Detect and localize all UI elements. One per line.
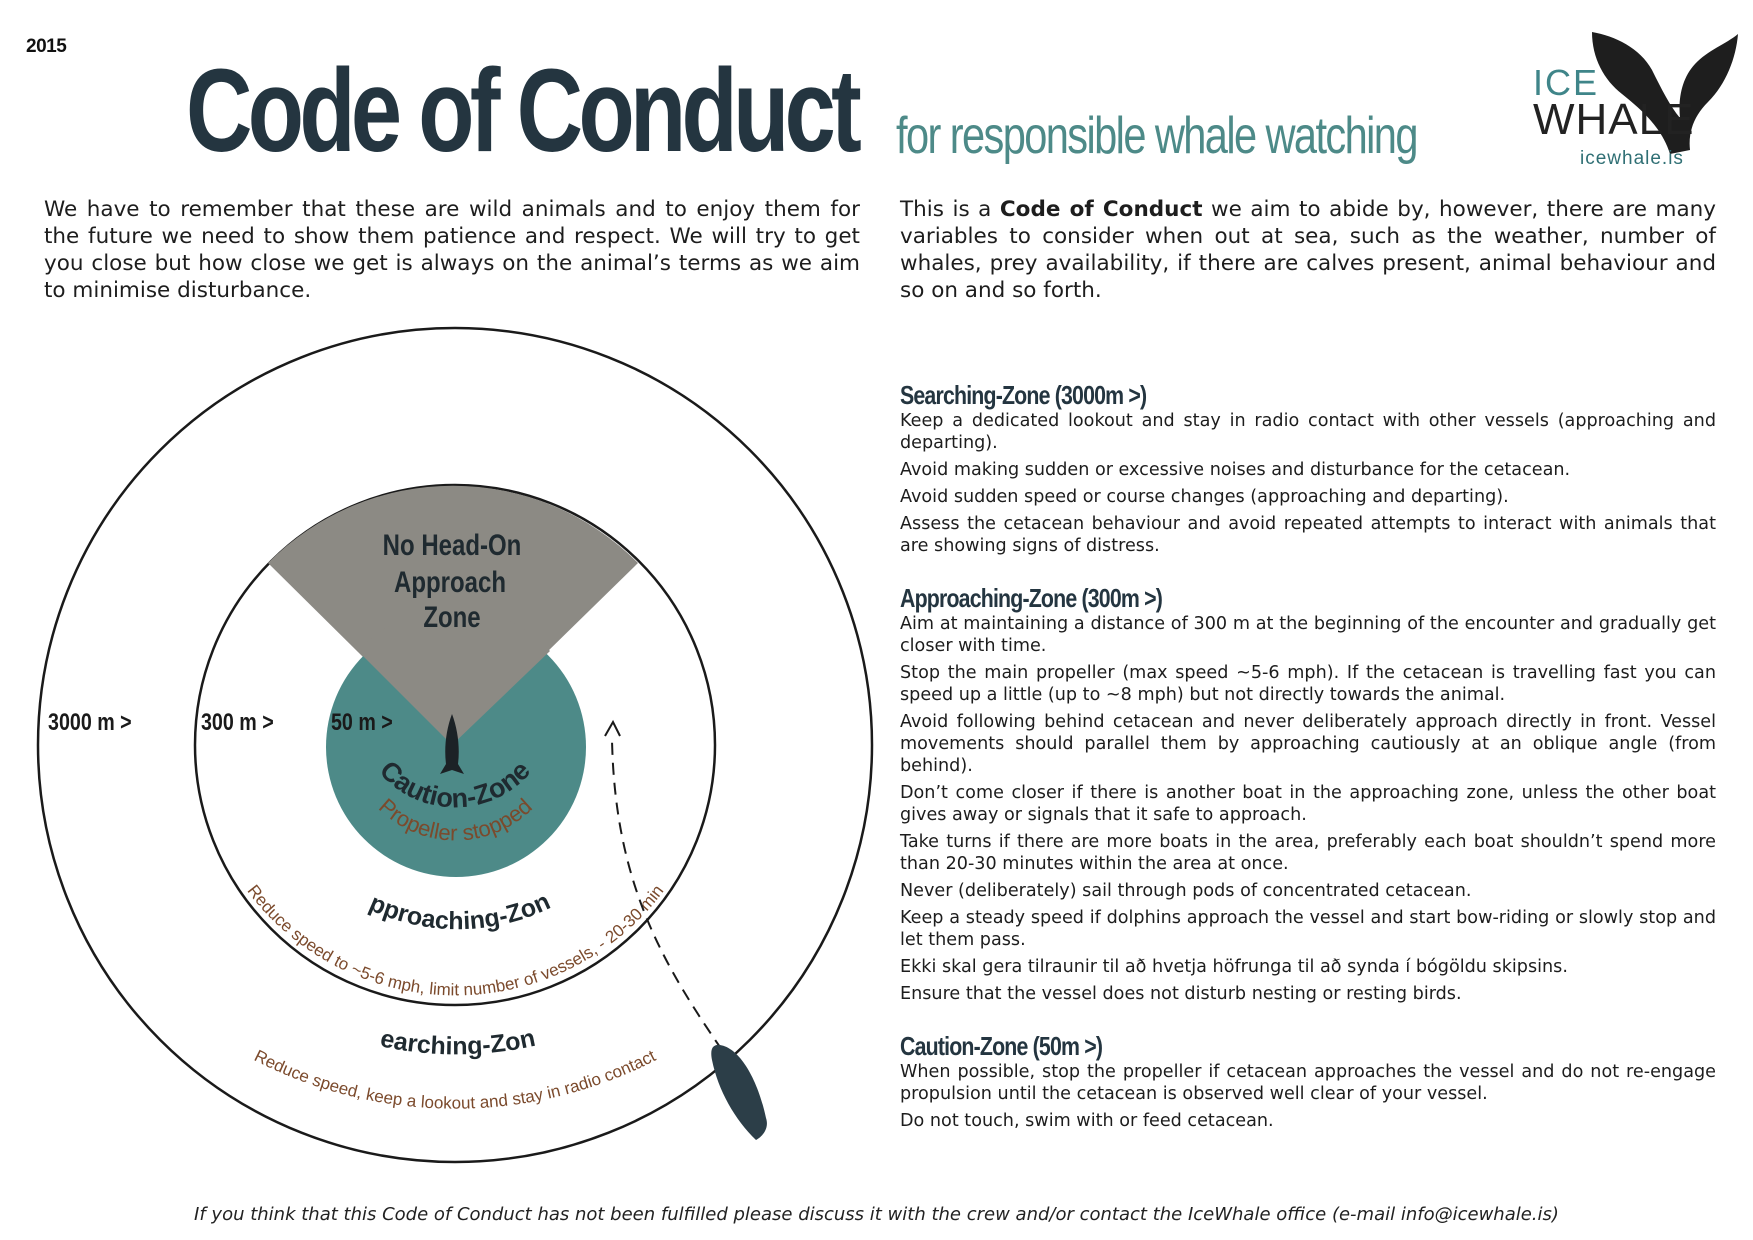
zone-rule: Keep a steady speed if dolphins approach the vessel and start bow-riding or slowly stop and let them pass. [900, 908, 1716, 950]
intro-right-post: we aim to abide by, however, there are many variables to consider when out at sea, such as the weather, number of whales, prey availability, if there are calves present, animal behaviour and so on and so forth. [900, 197, 1716, 303]
year-label: 2015 [26, 36, 67, 57]
zone-rule: Never (deliberately) sail through pods of concentrated cetacean. [900, 881, 1472, 901]
logo-text-whale: WHALE [1533, 95, 1695, 144]
zone-rules [900, 380, 1716, 1158]
zone-rule: Keep a dedicated lookout and stay in radio contact with other vessels (approaching and departing). [900, 411, 1716, 453]
zone-heading: Searching-Zone (3000m >) [900, 380, 1147, 410]
zone-section [900, 583, 1716, 1005]
page-subtitle: for responsible whale watching [896, 107, 1417, 165]
zone-rule: Don’t come closer if there is another boat in the approaching zone, unless the other boat gives away or signals that it safe to approach. [900, 783, 1716, 825]
distance-3000-label: 3000 m > [48, 708, 132, 736]
zone-section [900, 380, 1716, 557]
distance-300-label: 300 m > [201, 708, 274, 736]
distance-50-label: 50 m > [331, 708, 393, 736]
zone-heading: Caution-Zone (50m >) [900, 1031, 1103, 1061]
caution-zone-label: Caution-Zone [373, 754, 536, 814]
approaching-zone-sub: Reduce speed to ~5-6 mph, limit number of vessels, - 20-30 min [243, 881, 668, 1000]
logo-text-ice: ICE [1533, 62, 1600, 103]
searching-zone-sub: Reduce speed, keep a lookout and stay in radio contact [251, 1046, 659, 1113]
zone-rule: Avoid sudden speed or course changes (approaching and departing). [900, 487, 1509, 507]
zone-rule: Aim at maintaining a distance of 300 m at the beginning of the encounter and gradually get closer with time. [900, 614, 1716, 656]
approaching-zone-label: pproaching-Zon [365, 887, 555, 936]
zone-rule: Do not touch, swim with or feed cetacean. [900, 1111, 1274, 1131]
zone-diagram [0, 300, 880, 1180]
no-head-on-line-2: Approach [394, 564, 506, 599]
page-title: Code of Conduct [186, 45, 858, 177]
caution-zone-sub: Propeller stopped [374, 793, 537, 846]
zone-rule: When possible, stop the propeller if cetacean approaches the vessel and do not re-engage propulsion until the cetacean is observed well clear of your vessel. [900, 1062, 1716, 1104]
intro-right-pre: This is a [900, 197, 1000, 222]
zone-rule: Avoid following behind cetacean and never deliberately approach directly in front. Vessel movements should parallel them by approaching cautiously at an oblique angle (from behind). [900, 712, 1716, 776]
boat-icon [711, 1045, 767, 1140]
intro-right-bold: Code of Conduct [999, 197, 1203, 222]
logo-url: icewhale.is [1580, 148, 1684, 169]
arrow-head-icon [605, 722, 620, 736]
searching-zone-label: earching-Zon [378, 1023, 538, 1061]
intro-right-paragraph [900, 196, 1716, 304]
no-head-on-line-3: Zone [423, 599, 481, 634]
zone-rule: Assess the cetacean behaviour and avoid repeated attempts to interact with animals that are showing signs of distress. [900, 514, 1716, 556]
zone-section [900, 1031, 1716, 1132]
zone-rule: Ensure that the vessel does not disturb nesting or resting birds. [900, 984, 1462, 1004]
zone-rule: Stop the main propeller (max speed ~5-6 mph). If the cetacean is travelling fast you can speed up a little (up to ~8 mph) but not directly towards the animal. [900, 663, 1716, 705]
zone-rule: Take turns if there are more boats in the area, preferably each boat shouldn’t spend more than 20-30 minutes within the area at once. [900, 832, 1716, 874]
intro-left-paragraph: We have to remember that these are wild animals and to enjoy them for the future we need to show them patience and respect. We will try to get you close but how close we get is always on the animal’s terms as we aim to minimise disturbance. [44, 197, 860, 303]
footer-note: If you think that this Code of Conduct has not been fulfilled please discuss it with the crew and/or contact the IceWhale office (e-mail info@icewhale.is) [194, 1204, 1559, 1225]
no-head-on-line-1: No Head-On [382, 527, 522, 562]
zone-rule: Avoid making sudden or excessive noises and disturbance for the cetacean. [900, 460, 1571, 480]
zone-rule: Ekki skal gera tilraunir til að hvetja höfrunga til að synda í bógöldu skipsins. [900, 957, 1568, 977]
zone-heading: Approaching-Zone (300m >) [900, 583, 1163, 613]
